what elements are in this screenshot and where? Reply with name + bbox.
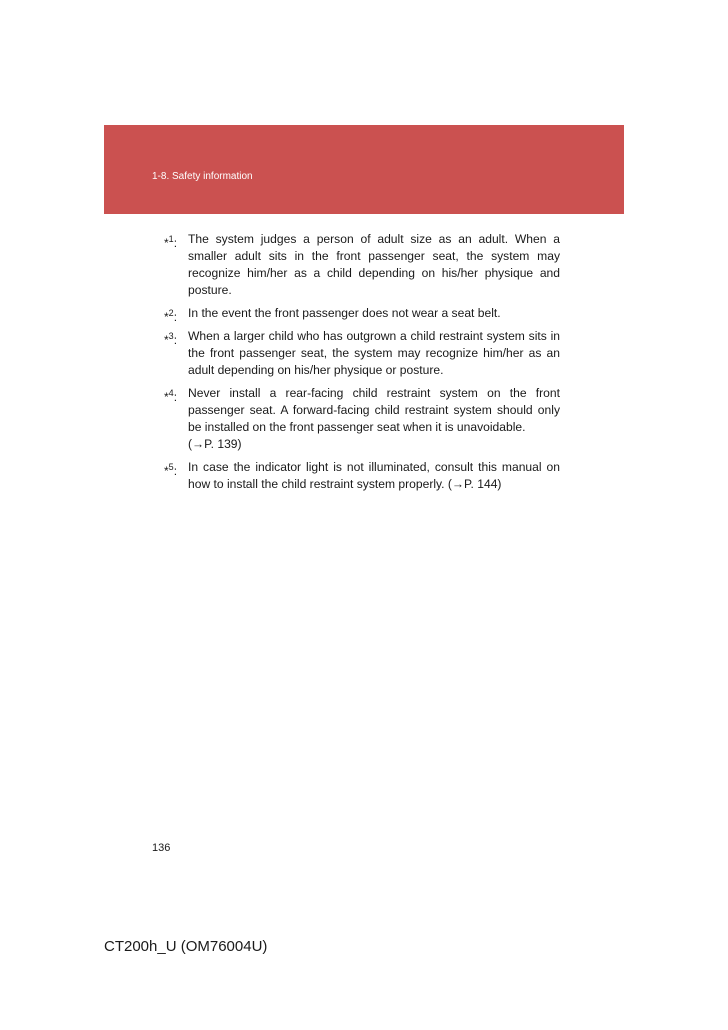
footnote-item (164, 305, 560, 322)
footnote-list (164, 231, 560, 499)
footnote-text: The system judges a person of adult size as an adult. When a smaller adult sits in the front passenger seat, the system may recognize him/her as a child depending on his/her physique and posture. (188, 232, 560, 297)
page-number: 136 (152, 842, 171, 854)
footnote-number: 1 (168, 234, 174, 244)
footnote-marker: *$^1$: (164, 234, 178, 250)
footnote-item (164, 385, 560, 453)
footnote-number: 5 (168, 462, 174, 472)
footnote-number: 2 (168, 308, 174, 318)
page-reference: (→P. 139) (188, 437, 242, 451)
footnote-item (164, 231, 560, 299)
document-code: CT200h_U (OM76004U) (104, 938, 268, 955)
footnote-item (164, 328, 560, 379)
footnote-marker: *$^4$: (164, 388, 178, 404)
section-title: 1-8. Safety information (152, 171, 253, 182)
footnote-item (164, 459, 560, 493)
section-header-band (104, 125, 624, 214)
footnote-number: 3 (168, 331, 174, 341)
footnote-marker: *$^2$: (164, 308, 178, 324)
footnote-number: 4 (168, 388, 174, 398)
footnote-text: In the event the front passenger does not wear a seat belt. (188, 306, 501, 320)
footnote-text: In case the indicator light is not illuminated, consult this manual on how to install the child restraint system properly. (→P. 144) (188, 460, 560, 491)
footnote-text: When a larger child who has outgrown a child restraint system sits in the front passenger seat, the system may recognize him/her as an adult depending on his/her physique or posture. (188, 329, 560, 377)
footnote-marker: *$^5$: (164, 462, 178, 478)
footnote-marker: *$^3$: (164, 331, 178, 347)
footnote-text: Never install a rear-facing child restraint system on the front passenger seat. A forward-facing child restraint system should only be installed on the front passenger seat when it is unavoidable. (188, 386, 560, 434)
